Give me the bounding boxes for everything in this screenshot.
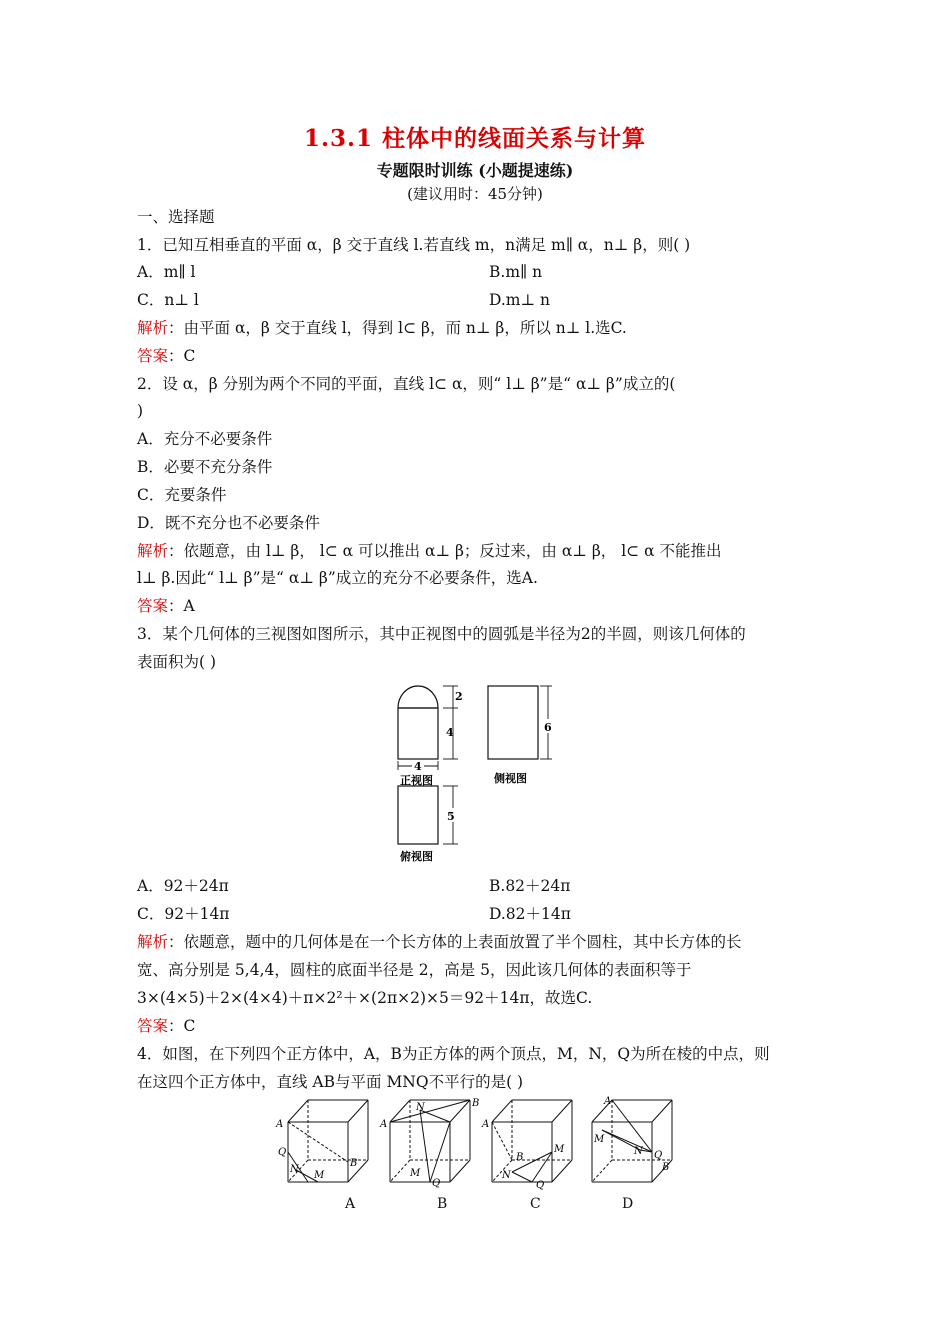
cubes-figure [270,1094,690,1194]
q4-stem-line2: 在这四个正方体中，直线 AB与平面 MNQ不平行的是( ) [137,1073,524,1091]
q2-answer [137,596,195,616]
q1-answer-text: ：C [168,347,196,365]
q1-option-d: D.m⊥ n [489,291,550,309]
q3-option-d: D.82＋14π [489,905,571,923]
q3-stem-line2: 表面积为( ) [137,653,217,671]
q3-option-b: B.82＋24π [489,877,571,895]
q1-option-a: A．m∥ l [137,263,196,281]
analysis-label: 解析 [137,542,169,560]
answer-label: 答案 [137,597,169,615]
q1-stem: 1．已知互相垂直的平面 α，β 交于直线 l.若直线 m，n满足 m∥ α，n⊥ β，则( ) [137,236,691,254]
q2-stem-line2: ) [137,402,144,420]
cube-b-label-q: Q [432,1178,441,1189]
cube-a-label-m: M [314,1170,325,1181]
q2-analysis-text1: ：依题意，由 l⊥ β， l⊂ α 可以推出 α⊥ β；反过来，由 α⊥ β， l⊂ α 不能推出 [168,542,722,560]
top-view [398,786,438,844]
q3-analysis-line1 [137,932,742,952]
front-view-label: 正视图 [400,774,433,787]
cube-a-label-a: A [276,1119,284,1130]
cube-c-label-b: B [516,1152,524,1163]
page-subtitle: 专题限时训练 (小题提速练) [376,161,574,180]
cube-a [288,1100,368,1182]
dim-label-6: 6 [544,721,552,734]
three-view-figure [380,672,580,868]
q2-option-d: D．既不充分也不必要条件 [137,514,320,532]
dim-label-4-horizontal: 4 [414,760,422,773]
cube-d-label-m: M [594,1134,605,1145]
cube-caption-c: C [530,1196,541,1212]
q3-analysis-text1: ：依题意，题中的几何体是在一个长方体的上表面放置了半个圆柱，其中长方体的长 [168,933,742,951]
dim-label-5: 5 [447,810,455,823]
q3-option-a: A．92＋24π [137,877,229,895]
answer-label: 答案 [137,1017,169,1035]
cube-a-label-q: Q [278,1147,287,1158]
dim-label-4-vertical: 4 [446,726,454,739]
q3-option-c: C．92＋14π [137,905,230,923]
q2-option-b: B．必要不充分条件 [137,458,273,476]
cube-b-label-m: M [410,1168,421,1179]
cube-c-label-n: N [502,1170,511,1181]
top-view-label: 俯视图 [400,850,433,863]
cube-b-label-b: B [472,1098,480,1109]
q1-option-c: C．n⊥ l [137,291,199,309]
dim-label-2: 2 [455,690,463,703]
q2-analysis-line1 [137,541,721,561]
analysis-label: 解析 [137,933,169,951]
cube-d-label-b: B [662,1162,670,1173]
cube-b-label-n: N [416,1102,425,1113]
q1-option-b: B.m∥ n [489,263,543,281]
side-view [488,686,538,759]
q3-stem-line1: 3．某个几何体的三视图如图所示，其中正视图中的圆弧是半径为2的半圆，则该几何体的 [137,625,746,643]
q1-analysis [137,318,627,338]
cube-c-label-m: M [554,1144,565,1155]
q2-answer-text: ：A [168,597,195,615]
cube-a-label-n: N [290,1164,299,1175]
q2-analysis-line2: l⊥ β.因此“ l⊥ β”是“ α⊥ β”成立的充分不必要条件，选A. [137,569,538,587]
q4-stem-line1: 4．如图，在下列四个正方体中，A，B为正方体的两个顶点，M，N，Q为所在棱的中点，则 [137,1045,770,1063]
q3-analysis-line3: 3×(4×5)＋2×(4×4)＋π×2²＋×(2π×2)×5＝92＋14π，故选C. [137,989,593,1007]
page-title: 1.3.1 柱体中的线面关系与计算 [303,125,647,152]
answer-label: 答案 [137,347,169,365]
section-heading: 一、选择题 [137,208,215,226]
q3-answer [137,1016,195,1036]
q3-analysis-line2: 宽、高分别是 5,4,4，圆柱的底面半径是 2，高是 5，因此该几何体的表面积等于 [137,961,692,979]
q2-stem-line1: 2．设 α，β 分别为两个不同的平面，直线 l⊂ α，则“ l⊥ β”是“ α⊥ β”成立的( [137,375,676,393]
cube-d-label-q: Q [654,1150,663,1161]
cube-c-label-a: A [482,1119,490,1130]
cube-d-label-a: A [604,1096,612,1107]
front-view [398,686,438,759]
cube-caption-d: D [622,1196,634,1212]
cube-caption-b: B [437,1196,448,1212]
cube-b [390,1100,470,1182]
cube-caption-a: A [345,1196,356,1212]
q1-answer [137,346,195,366]
q1-analysis-text: ：由平面 α，β 交于直线 l，得到 l⊂ β，而 n⊥ β，所以 n⊥ l.选C. [168,319,627,337]
analysis-label: 解析 [137,319,169,337]
cube-b-label-a: A [380,1119,388,1130]
time-note: (建议用时：45分钟) [407,185,543,203]
q3-answer-text: ：C [168,1017,196,1035]
cube-d-label-n: N [634,1146,643,1157]
side-view-label: 侧视图 [494,772,527,785]
q2-option-c: C．充要条件 [137,486,227,504]
q2-option-a: A．充分不必要条件 [137,430,273,448]
cube-a-label-b: B [350,1158,358,1169]
cube-c-label-q: Q [536,1180,545,1191]
